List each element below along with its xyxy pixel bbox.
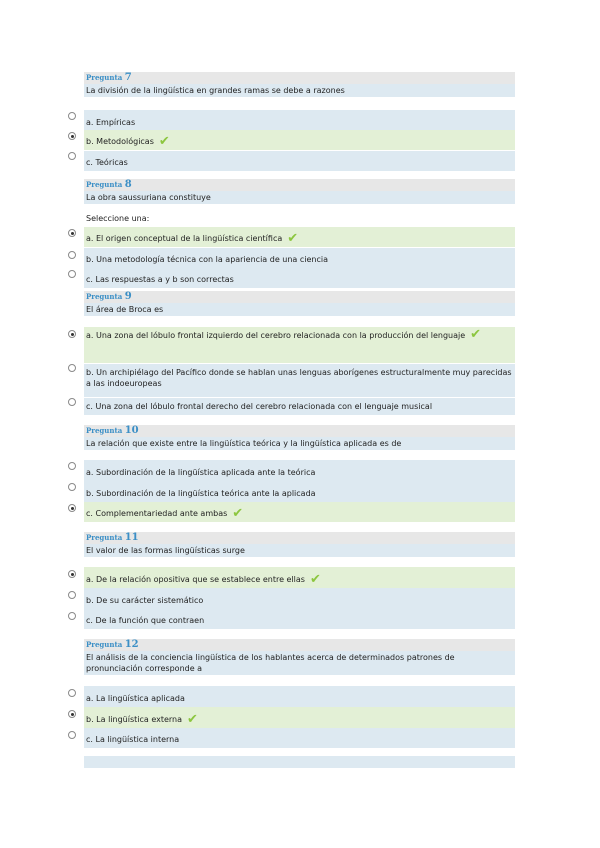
question-text: El análisis de la conciencia lingüística de los hablantes acerca de determinados patrones de pronunciación corresponde a	[84, 651, 515, 675]
answer-option[interactable]	[84, 686, 515, 707]
answer-radio[interactable]	[68, 398, 76, 406]
answer-radio[interactable]	[68, 112, 76, 120]
answer-option-label: a. De la relación opositiva que se establece entre ellas	[86, 575, 305, 584]
answer-option[interactable]	[84, 460, 515, 481]
select-one-prompt: Seleccione una:	[86, 214, 150, 223]
answer-option[interactable]	[84, 227, 515, 247]
answer-option[interactable]	[84, 110, 515, 131]
answer-option[interactable]	[84, 481, 515, 502]
answer-radio[interactable]	[68, 251, 76, 259]
correct-check-icon: ✔	[187, 712, 198, 727]
answer-radio[interactable]	[68, 229, 76, 237]
answer-option-label: c. Una zona del lóbulo frontal derecho del cerebro relacionada con el lenguaje musical	[86, 402, 433, 411]
question-number: 10	[124, 425, 139, 436]
answer-radio[interactable]	[68, 152, 76, 160]
question-text: La obra saussuriana constituye	[84, 191, 515, 204]
question-header	[84, 291, 515, 303]
answer-option[interactable]	[84, 567, 515, 588]
answer-option[interactable]	[84, 728, 515, 748]
correct-check-icon: ✔	[287, 231, 299, 246]
answer-option[interactable]	[84, 588, 515, 609]
answer-radio[interactable]	[68, 591, 76, 599]
question-number: 9	[124, 291, 132, 302]
answer-radio[interactable]	[68, 132, 76, 140]
answer-radio[interactable]	[68, 483, 76, 491]
question-number: 7	[124, 72, 132, 83]
answer-radio[interactable]	[68, 710, 76, 718]
answer-option-label: a. El origen conceptual de la lingüística científica	[86, 234, 283, 243]
answer-option-label: c. De la función que contraen	[86, 616, 205, 625]
answer-option-label: b. La lingüística externa	[86, 715, 183, 724]
answer-option[interactable]	[84, 364, 515, 397]
question-label: Pregunta	[86, 533, 123, 542]
question-header	[84, 72, 515, 84]
answer-option-label: a. Subordinación de la lingüística aplicada ante la teórica	[86, 468, 316, 477]
answer-radio[interactable]	[68, 612, 76, 620]
answer-radio[interactable]	[68, 462, 76, 470]
answer-radio[interactable]	[68, 570, 76, 578]
answer-option-label: a. La lingüística aplicada	[86, 694, 185, 703]
answer-option[interactable]	[84, 151, 515, 171]
answer-option-label: c. Complementariedad ante ambas	[86, 509, 228, 518]
correct-check-icon: ✔	[309, 572, 321, 587]
question-header	[84, 532, 515, 544]
question-text: El valor de las formas lingüísticas surge	[84, 544, 515, 557]
correct-check-icon: ✔	[158, 134, 170, 149]
answer-option-label: c. Teóricas	[86, 158, 128, 167]
answer-option[interactable]	[84, 130, 515, 150]
answer-option-label: b. Una metodología técnica con la apariencia de una ciencia	[86, 255, 329, 264]
correct-check-icon: ✔	[232, 506, 244, 521]
question-text: La división de la lingüística en grandes ramas se debe a razones	[84, 84, 515, 97]
answer-radio[interactable]	[68, 689, 76, 697]
answer-option[interactable]	[84, 707, 515, 728]
question-header	[84, 425, 515, 437]
answer-option[interactable]	[84, 398, 515, 415]
answer-option[interactable]	[84, 268, 515, 288]
question-label: Pregunta	[86, 426, 123, 435]
answer-option[interactable]	[84, 248, 515, 268]
answer-option-label: a. Empíricas	[86, 118, 136, 127]
answer-option-label: a. Una zona del lóbulo frontal izquierdo del cerebro relacionada con la producción del lenguaje	[86, 331, 466, 340]
question-header	[84, 179, 515, 191]
answer-option-label: b. Un archipiélago del Pacífico donde se hablan unas lenguas aborígenes estructuralmente muy parecidas a las indoeuropeas	[86, 368, 512, 388]
question-number: 8	[124, 179, 132, 190]
answer-option-label: b. Subordinación de la lingüística teórica ante la aplicada	[86, 489, 316, 498]
answer-option[interactable]	[84, 502, 515, 522]
answer-option[interactable]	[84, 609, 515, 629]
question-label: Pregunta	[86, 640, 123, 649]
footer-bar	[84, 756, 515, 768]
answer-option-label: b. Metodológicas	[86, 137, 154, 146]
question-number: 11	[124, 532, 139, 543]
answer-radio[interactable]	[68, 270, 76, 278]
answer-radio[interactable]	[68, 364, 76, 372]
answer-radio[interactable]	[68, 731, 76, 739]
answer-option[interactable]	[84, 327, 515, 363]
question-label: Pregunta	[86, 292, 123, 301]
question-text: La relación que existe entre la lingüística teórica y la lingüística aplicada es de	[84, 437, 515, 450]
answer-radio[interactable]	[68, 330, 76, 338]
answer-radio[interactable]	[68, 504, 76, 512]
question-number: 12	[124, 639, 139, 650]
question-label: Pregunta	[86, 180, 123, 189]
question-text: El área de Broca es	[84, 303, 515, 316]
answer-option-label: b. De su carácter sistemático	[86, 596, 204, 605]
question-label: Pregunta	[86, 73, 123, 82]
correct-check-icon: ✔	[470, 327, 482, 342]
question-header	[84, 639, 515, 651]
answer-option-label: c. Las respuestas a y b son correctas	[86, 275, 234, 284]
answer-option-label: c. La lingüística interna	[86, 735, 180, 744]
